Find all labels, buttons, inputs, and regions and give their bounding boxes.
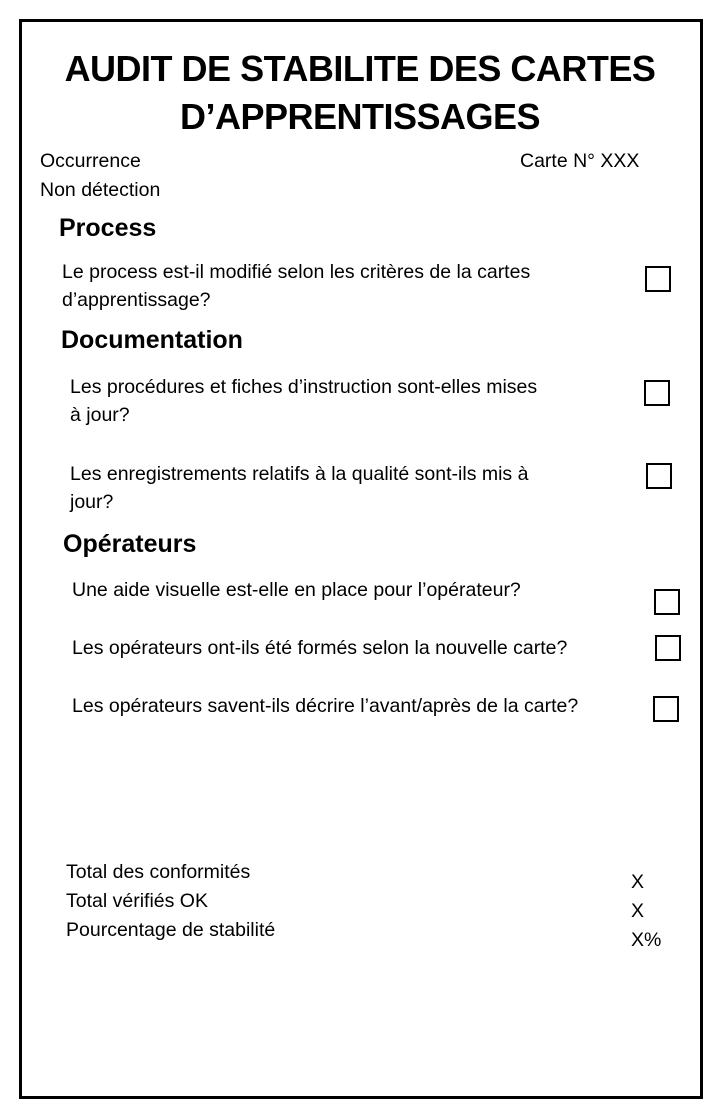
section-heading-process: Process	[59, 214, 157, 242]
card-number: Carte N° XXX	[520, 150, 640, 172]
non-detection-label: Non détection	[40, 179, 161, 201]
question-procedures-updated: Les procédures et fiches d’instruction sont-elles mises à jour?	[70, 376, 538, 426]
form-title-line-2: D’APPRENTISSAGES	[179, 96, 541, 137]
occurrence-label: Occurrence	[40, 150, 141, 172]
total-verified-value: X	[631, 900, 645, 922]
stability-percentage-label: Pourcentage de stabilité	[66, 919, 276, 941]
total-conformities-value: X	[631, 871, 645, 893]
form-title-line-1: AUDIT DE STABILITE DES CARTES	[64, 48, 656, 89]
totals-labels	[66, 858, 275, 945]
question-operators-describe: Les opérateurs savent-ils décrire l’avant/après de la carte?	[72, 695, 579, 717]
checkbox-quality-records-updated[interactable]	[646, 463, 672, 489]
checkbox-operators-trained[interactable]	[655, 635, 681, 661]
checkbox-operators-describe[interactable]	[653, 696, 679, 722]
section-heading-documentation: Documentation	[61, 326, 243, 354]
stability-percentage-value: X%	[631, 929, 662, 951]
totals-values	[631, 868, 661, 955]
checkbox-procedures-updated[interactable]	[644, 380, 670, 406]
total-verified-label: Total vérifiés OK	[66, 890, 208, 912]
section-heading-operators: Opérateurs	[63, 530, 197, 558]
question-operators-trained: Les opérateurs ont-ils été formés selon la nouvelle carte?	[72, 637, 568, 659]
checkbox-process-modified[interactable]	[645, 266, 671, 292]
question-quality-records-updated: Les enregistrements relatifs à la qualité sont-ils mis à jour?	[70, 463, 529, 513]
checkbox-visual-aid[interactable]	[654, 589, 680, 615]
question-process-modified: Le process est-il modifié selon les critères de la cartes d’apprentissage?	[62, 261, 531, 311]
question-visual-aid: Une aide visuelle est-elle en place pour l’opérateur?	[72, 579, 521, 601]
total-conformities-label: Total des conformités	[66, 861, 251, 883]
